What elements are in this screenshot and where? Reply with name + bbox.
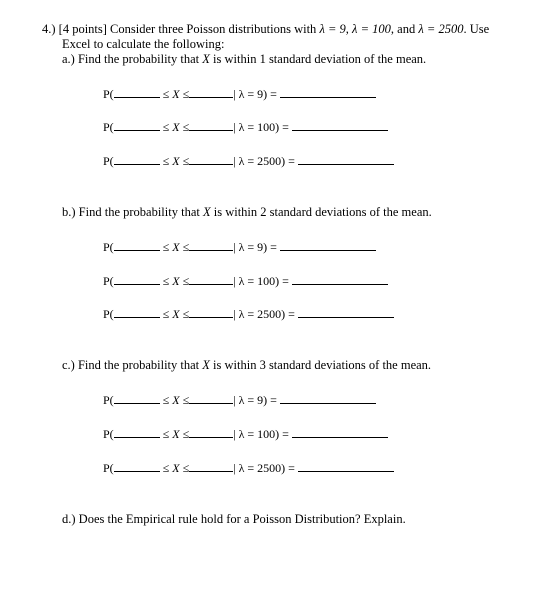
question-number: 4.) [42, 22, 56, 36]
upper-bound-blank[interactable] [189, 273, 233, 285]
inequality: ≤ X ≤ [162, 274, 190, 288]
part-a-prompt-after: is within 1 standard deviation of the mean. [213, 52, 427, 66]
lambda-value-2: λ = 100 [352, 22, 391, 36]
answer-blank[interactable] [292, 426, 388, 438]
condition-text: | λ = 2500) = [233, 154, 295, 168]
upper-bound-blank[interactable] [189, 306, 233, 318]
part-c-label: c.) [62, 358, 75, 372]
part-b-prompt-after: is within 2 standard deviations of the mean. [213, 205, 432, 219]
part-b-row-2 [103, 273, 388, 289]
p-open: P( [103, 154, 114, 168]
answer-blank[interactable] [280, 239, 376, 251]
part-c-prompt-before: Find the probability that [77, 358, 200, 372]
p-open: P( [103, 427, 114, 441]
lower-bound-blank[interactable] [114, 119, 160, 131]
lower-bound-blank[interactable] [114, 239, 160, 251]
part-b-row-3 [103, 306, 394, 322]
lower-bound-blank[interactable] [114, 153, 160, 165]
part-b-label: b.) [62, 205, 76, 219]
question-header-line2: Excel to calculate the following: [62, 37, 225, 51]
part-b-var: X [202, 205, 211, 219]
condition-text: | λ = 2500) = [233, 307, 295, 321]
condition-text: | λ = 100) = [233, 427, 289, 441]
upper-bound-blank[interactable] [189, 153, 233, 165]
upper-bound-blank[interactable] [189, 392, 233, 404]
and-word: and [397, 22, 416, 36]
part-a-prompt [62, 52, 426, 67]
lambda-value-3: λ = 2500 [418, 22, 464, 36]
lower-bound-blank[interactable] [114, 86, 160, 98]
part-a-var: X [202, 52, 210, 66]
condition-text: | λ = 9) = [233, 393, 277, 407]
inequality: ≤ X ≤ [162, 393, 190, 407]
part-a-row-1 [103, 86, 376, 102]
lower-bound-blank[interactable] [114, 426, 160, 438]
p-open: P( [103, 274, 114, 288]
answer-blank[interactable] [298, 460, 394, 472]
answer-blank[interactable] [292, 273, 388, 285]
p-open: P( [103, 461, 114, 475]
inequality: ≤ X ≤ [162, 240, 190, 254]
lower-bound-blank[interactable] [114, 460, 160, 472]
part-b-row-1 [103, 239, 376, 255]
upper-bound-blank[interactable] [189, 426, 233, 438]
part-d-prompt [62, 512, 406, 527]
answer-blank[interactable] [280, 86, 376, 98]
lower-bound-blank[interactable] [114, 273, 160, 285]
part-b-prompt [62, 205, 432, 220]
inequality: ≤ X ≤ [162, 154, 190, 168]
question-header-text: [4 points] Consider three Poisson distributions with [58, 22, 317, 36]
lower-bound-blank[interactable] [114, 306, 160, 318]
condition-text: | λ = 100) = [233, 120, 289, 134]
part-c-var: X [202, 358, 210, 372]
inequality: ≤ X ≤ [162, 461, 190, 475]
part-a-row-2 [103, 119, 388, 135]
part-c-row-2 [103, 426, 388, 442]
part-c-row-3 [103, 460, 394, 476]
condition-text: | λ = 9) = [233, 87, 277, 101]
inequality: ≤ X ≤ [162, 307, 190, 321]
part-d-text: Does the Empirical rule hold for a Poisson Distribution? Explain. [78, 512, 406, 526]
upper-bound-blank[interactable] [189, 119, 233, 131]
inequality: ≤ X ≤ [162, 427, 190, 441]
condition-text: | λ = 100) = [233, 274, 289, 288]
condition-text: | λ = 2500) = [233, 461, 295, 475]
p-open: P( [103, 393, 114, 407]
p-open: P( [103, 120, 114, 134]
part-a-label: a.) [62, 52, 75, 66]
answer-blank[interactable] [298, 306, 394, 318]
lower-bound-blank[interactable] [114, 392, 160, 404]
answer-blank[interactable] [292, 119, 388, 131]
upper-bound-blank[interactable] [189, 460, 233, 472]
inequality: ≤ X ≤ [162, 87, 190, 101]
inequality: ≤ X ≤ [162, 120, 190, 134]
part-a-row-3 [103, 153, 394, 169]
part-d-label: d.) [62, 512, 76, 526]
upper-bound-blank[interactable] [189, 86, 233, 98]
lambda-value-1: λ = 9 [319, 22, 346, 36]
part-c-row-1 [103, 392, 376, 408]
p-open: P( [103, 240, 114, 254]
part-b-prompt-before: Find the probability that [78, 205, 200, 219]
part-c-prompt-after: is within 3 standard deviations of the mean. [213, 358, 432, 372]
answer-blank[interactable] [298, 153, 394, 165]
use-word: Use [469, 22, 490, 36]
part-c-prompt [62, 358, 431, 373]
part-a-prompt-before: Find the probability that [77, 52, 200, 66]
upper-bound-blank[interactable] [189, 239, 233, 251]
condition-text: | λ = 9) = [233, 240, 277, 254]
p-open: P( [103, 87, 114, 101]
p-open: P( [103, 307, 114, 321]
question-header: 4.) [4 points] Consider three Poisson distributions with λ = 9, λ = 100, and λ = 2500. Use [42, 22, 490, 36]
answer-blank[interactable] [280, 392, 376, 404]
